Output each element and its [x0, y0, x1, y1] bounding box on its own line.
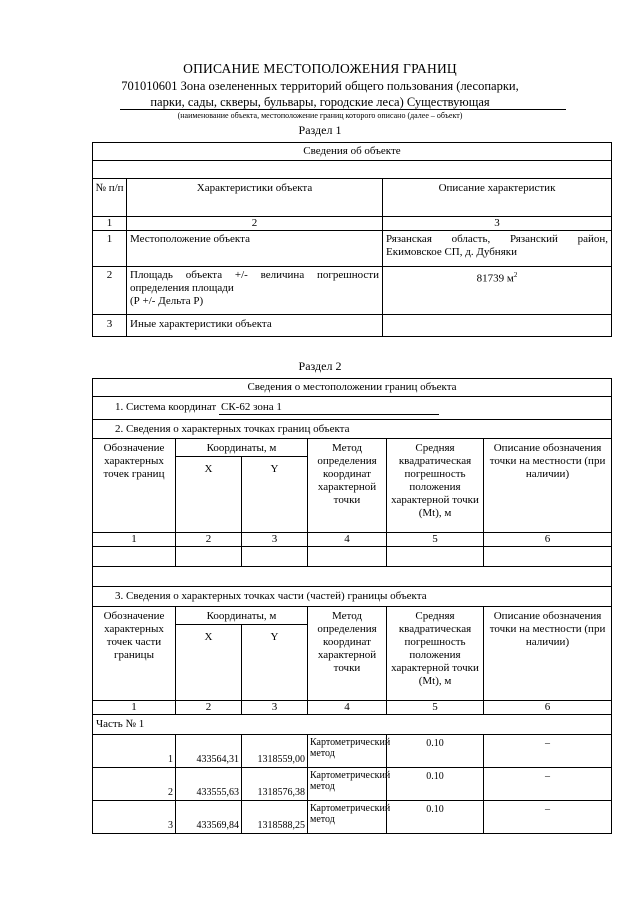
point-error: 0.10: [387, 768, 484, 801]
table-row: [93, 801, 612, 834]
boundary-heading: Сведения о местоположении границ объекта: [93, 379, 612, 397]
point-description: –: [484, 768, 612, 801]
col-num: 5: [387, 701, 484, 715]
table-row: [93, 735, 612, 768]
point-y: 1318576,38: [242, 768, 308, 801]
row-number: 2: [93, 267, 127, 315]
object-info-table: [92, 142, 612, 337]
table-row: [93, 231, 612, 267]
point-method: Картометрический метод: [308, 801, 387, 834]
spacer-row: [93, 567, 612, 587]
empty-row: [93, 161, 612, 179]
col-y-header: Y: [242, 625, 308, 701]
title-note: (наименование объекта, местоположение границ которого описано (далее – объект): [177, 111, 463, 120]
col-error-header: Средняя квадратическая погрешность положения характерной точки (Mt), м: [387, 607, 484, 701]
area-value: 81739 м: [476, 272, 514, 285]
row-number: 1: [93, 231, 127, 267]
point-y: 1318588,25: [242, 801, 308, 834]
section1-label: Раздел 1: [298, 123, 342, 137]
row-number: 3: [93, 315, 127, 337]
col-num: 3: [242, 533, 308, 547]
col-num: 4: [308, 701, 387, 715]
col-number-header: № п/п: [93, 179, 127, 217]
col-y-header: Y: [242, 457, 308, 533]
point-x: 433564,31: [176, 735, 242, 768]
col-num: 2: [176, 701, 242, 715]
col-num: 2: [176, 533, 242, 547]
row-characteristic: Местоположение объекта: [127, 231, 383, 267]
table-row: [93, 768, 612, 801]
col-num: 5: [387, 533, 484, 547]
point-x: 433569,84: [176, 801, 242, 834]
section2-label: Раздел 2: [298, 359, 342, 373]
point-number: 3: [93, 801, 176, 834]
point-description: –: [484, 735, 612, 768]
col-characteristic-header: Характеристики объекта: [127, 179, 383, 217]
row-characteristic: [127, 267, 383, 315]
col-x-header: X: [176, 457, 242, 533]
col-num: 3: [383, 217, 612, 231]
row-characteristic: Иные характеристики объекта: [127, 315, 383, 337]
col-desc-header: Описание обозначения точки на местности (при наличии): [484, 607, 612, 701]
col-point-part-header: Обозначение характерных точек части границы: [93, 607, 176, 701]
point-y: 1318559,00: [242, 735, 308, 768]
boundary-table: [92, 378, 612, 834]
object-info-heading: Сведения об объекте: [93, 143, 612, 161]
col-x-header: X: [176, 625, 242, 701]
col-point-header: Обозначение характерных точек границ: [93, 439, 176, 533]
area-characteristic-text: Площадь объекта +/- величина погрешности определения площади: [130, 269, 379, 294]
point-number: 1: [93, 735, 176, 768]
row-description: Рязанская область, Рязанский район, Екимовское СП, д. Дубняки: [383, 231, 612, 267]
empty-row: [93, 547, 612, 567]
point-error: 0.10: [387, 735, 484, 768]
object-name-line2: парки, сады, скверы, бульвары, городские леса) Существующая: [150, 95, 490, 109]
row-description: [383, 267, 612, 315]
row-description: [383, 315, 612, 337]
section2-title: 2. Сведения о характерных точках границ объекта: [93, 420, 612, 439]
point-number: 2: [93, 768, 176, 801]
col-num: 1: [93, 533, 176, 547]
point-description: –: [484, 801, 612, 834]
col-description-header: Описание характеристик: [383, 179, 612, 217]
col-num: 4: [308, 533, 387, 547]
coord-system-label: 1. Система координат: [115, 401, 217, 413]
title-underline: [120, 109, 566, 110]
coord-system-row: [93, 397, 612, 420]
area-formula: (Р +/- Дельта Р): [130, 295, 204, 307]
part-label: Часть № 1: [93, 715, 612, 735]
col-num: 6: [484, 701, 612, 715]
col-num: 6: [484, 533, 612, 547]
col-method-header: Метод определения координат характерной точки: [308, 439, 387, 533]
col-coords-header: Координаты, м: [176, 439, 308, 457]
section3-title: 3. Сведения о характерных точках части (частей) границы объекта: [93, 587, 612, 607]
col-num: 1: [93, 217, 127, 231]
col-coords-header: Координаты, м: [176, 607, 308, 625]
col-desc-header: Описание обозначения точки на местности (при наличии): [484, 439, 612, 533]
table-row: [93, 315, 612, 337]
coord-system-value: СК-62 зона 1: [219, 401, 439, 415]
document-title: ОПИСАНИЕ МЕСТОПОЛОЖЕНИЯ ГРАНИЦ: [183, 61, 457, 76]
object-name-line1: 701010601 Зона озелененных территорий общего пользования (лесопарки,: [121, 79, 519, 93]
area-unit-superscript: 2: [513, 271, 518, 279]
point-method: Картометрический метод: [308, 735, 387, 768]
table-row: [93, 267, 612, 315]
col-num: 1: [93, 701, 176, 715]
col-error-header: Средняя квадратическая погрешность положения характерной точки (Mt), м: [387, 439, 484, 533]
col-num: 2: [127, 217, 383, 231]
point-error: 0.10: [387, 801, 484, 834]
col-method-header: Метод определения координат характерной точки: [308, 607, 387, 701]
col-num: 3: [242, 701, 308, 715]
point-x: 433555,63: [176, 768, 242, 801]
point-method: Картометрический метод: [308, 768, 387, 801]
